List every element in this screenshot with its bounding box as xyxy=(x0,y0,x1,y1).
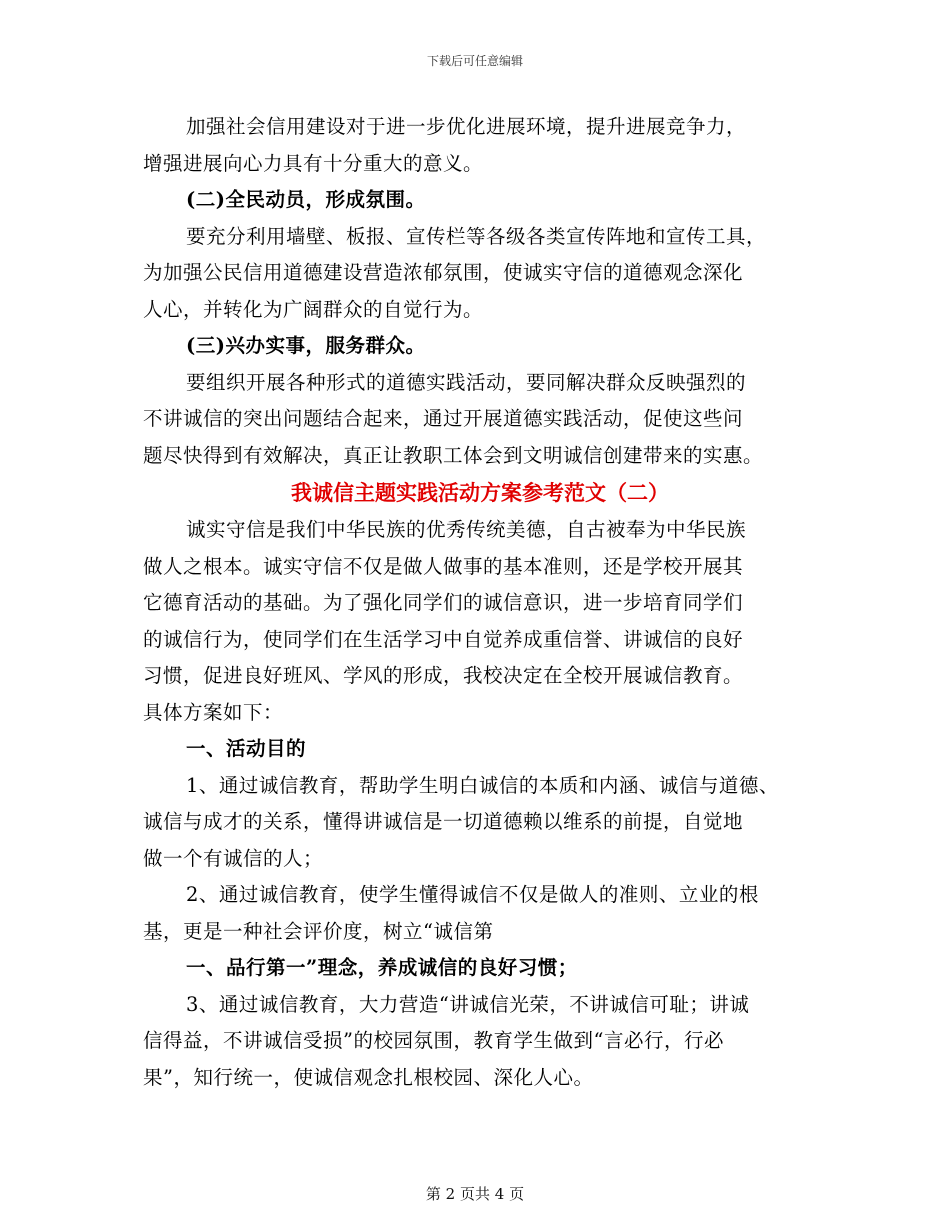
paragraph-line: 2、通过诚信教育，使学生懂得诚信不仅是做人的准则、立业的根 xyxy=(186,883,759,906)
paragraph-line: 人心，并转化为广阔群众的自觉行为。 xyxy=(143,297,484,321)
section-heading-line: 一、品行第一”理念，养成诚信的良好习惯； xyxy=(186,956,578,979)
paragraph-line: 增强进展向心力具有十分重大的意义。 xyxy=(143,151,484,175)
paragraph-line: 不讲诚信的突出问题结合起来，通过开展道德实践活动，促使这些问 xyxy=(143,407,744,430)
page-header: 下载后可任意编辑 xyxy=(426,54,523,68)
paragraph-line: 题尽快得到有效解决，真正让教职工体会到文明诚信创建带来的实惠。 xyxy=(143,443,764,467)
paragraph-line: 诚信与成才的关系，懂得讲诚信是一切道德赖以维系的前提，自觉地 xyxy=(143,810,744,833)
paragraph-line: 的诚信行为，使同学们在生活学习中自觉养成重信誉、讲诚信的良好 xyxy=(143,627,744,651)
paragraph-line: 果”，知行统一，使诚信观念扎根校园、深化人心。 xyxy=(143,1065,594,1089)
paragraph-line: 要组织开展各种形式的道德实践活动，要同解决群众反映强烈的 xyxy=(186,370,747,394)
paragraph-line: 1、通过诚信教育，帮助学生明白诚信的本质和内涵、诚信与道德、 xyxy=(186,773,779,797)
paragraph-line: 它德育活动的基础。为了强化同学们的诚信意识，进一步培育同学们 xyxy=(143,591,744,614)
paragraph-line: 为加强公民信用道德建设营造浓郁氛围，使诚实守信的道德观念深化 xyxy=(143,261,744,284)
paragraph-line: 信得益，不讲诚信受损”的校园氛围，教育学生做到“言必行，行必 xyxy=(143,1029,724,1052)
paragraph-line: 做一个有诚信的人； xyxy=(143,846,324,870)
paragraph-line: 做人之根本。诚实守信不仅是做人做事的基本准则，还是学校开展其 xyxy=(143,554,744,578)
section-after-title xyxy=(143,512,823,1096)
page-footer: 第 2 页共 4 页 xyxy=(425,1185,525,1203)
document-body xyxy=(143,109,823,1096)
section-title: 我诚信主题实践活动方案参考范文（二） xyxy=(291,480,669,505)
paragraph-line: 基，更是一种社会评价度，树立“诚信第 xyxy=(143,919,494,943)
section-heading-line: 一、活动目的 xyxy=(186,737,307,760)
paragraph-line: 诚实守信是我们中华民族的优秀传统美德，自古被奉为中华民族 xyxy=(186,518,747,541)
section-before-title xyxy=(143,109,823,474)
paragraph-line: 3、通过诚信教育，大力营造“讲诚信光荣，不讲诚信可耻；讲诚 xyxy=(186,992,750,1016)
section-heading-line: (三)兴办实事，服务群众。 xyxy=(186,334,426,357)
paragraph-line: 要充分利用墙壁、板报、宣传栏等各级各类宣传阵地和宣传工具， xyxy=(186,224,767,248)
section-heading-line: (二)全民动员，形成氛围。 xyxy=(186,188,426,211)
paragraph-line: 习惯，促进良好班风、学风的形成，我校决定在全校开展诚信教育。 xyxy=(143,664,744,687)
paragraph-line: 加强社会信用建设对于进一步优化进展环境，提升进展竞争力， xyxy=(186,115,747,138)
paragraph-line: 具体方案如下： xyxy=(143,700,284,724)
